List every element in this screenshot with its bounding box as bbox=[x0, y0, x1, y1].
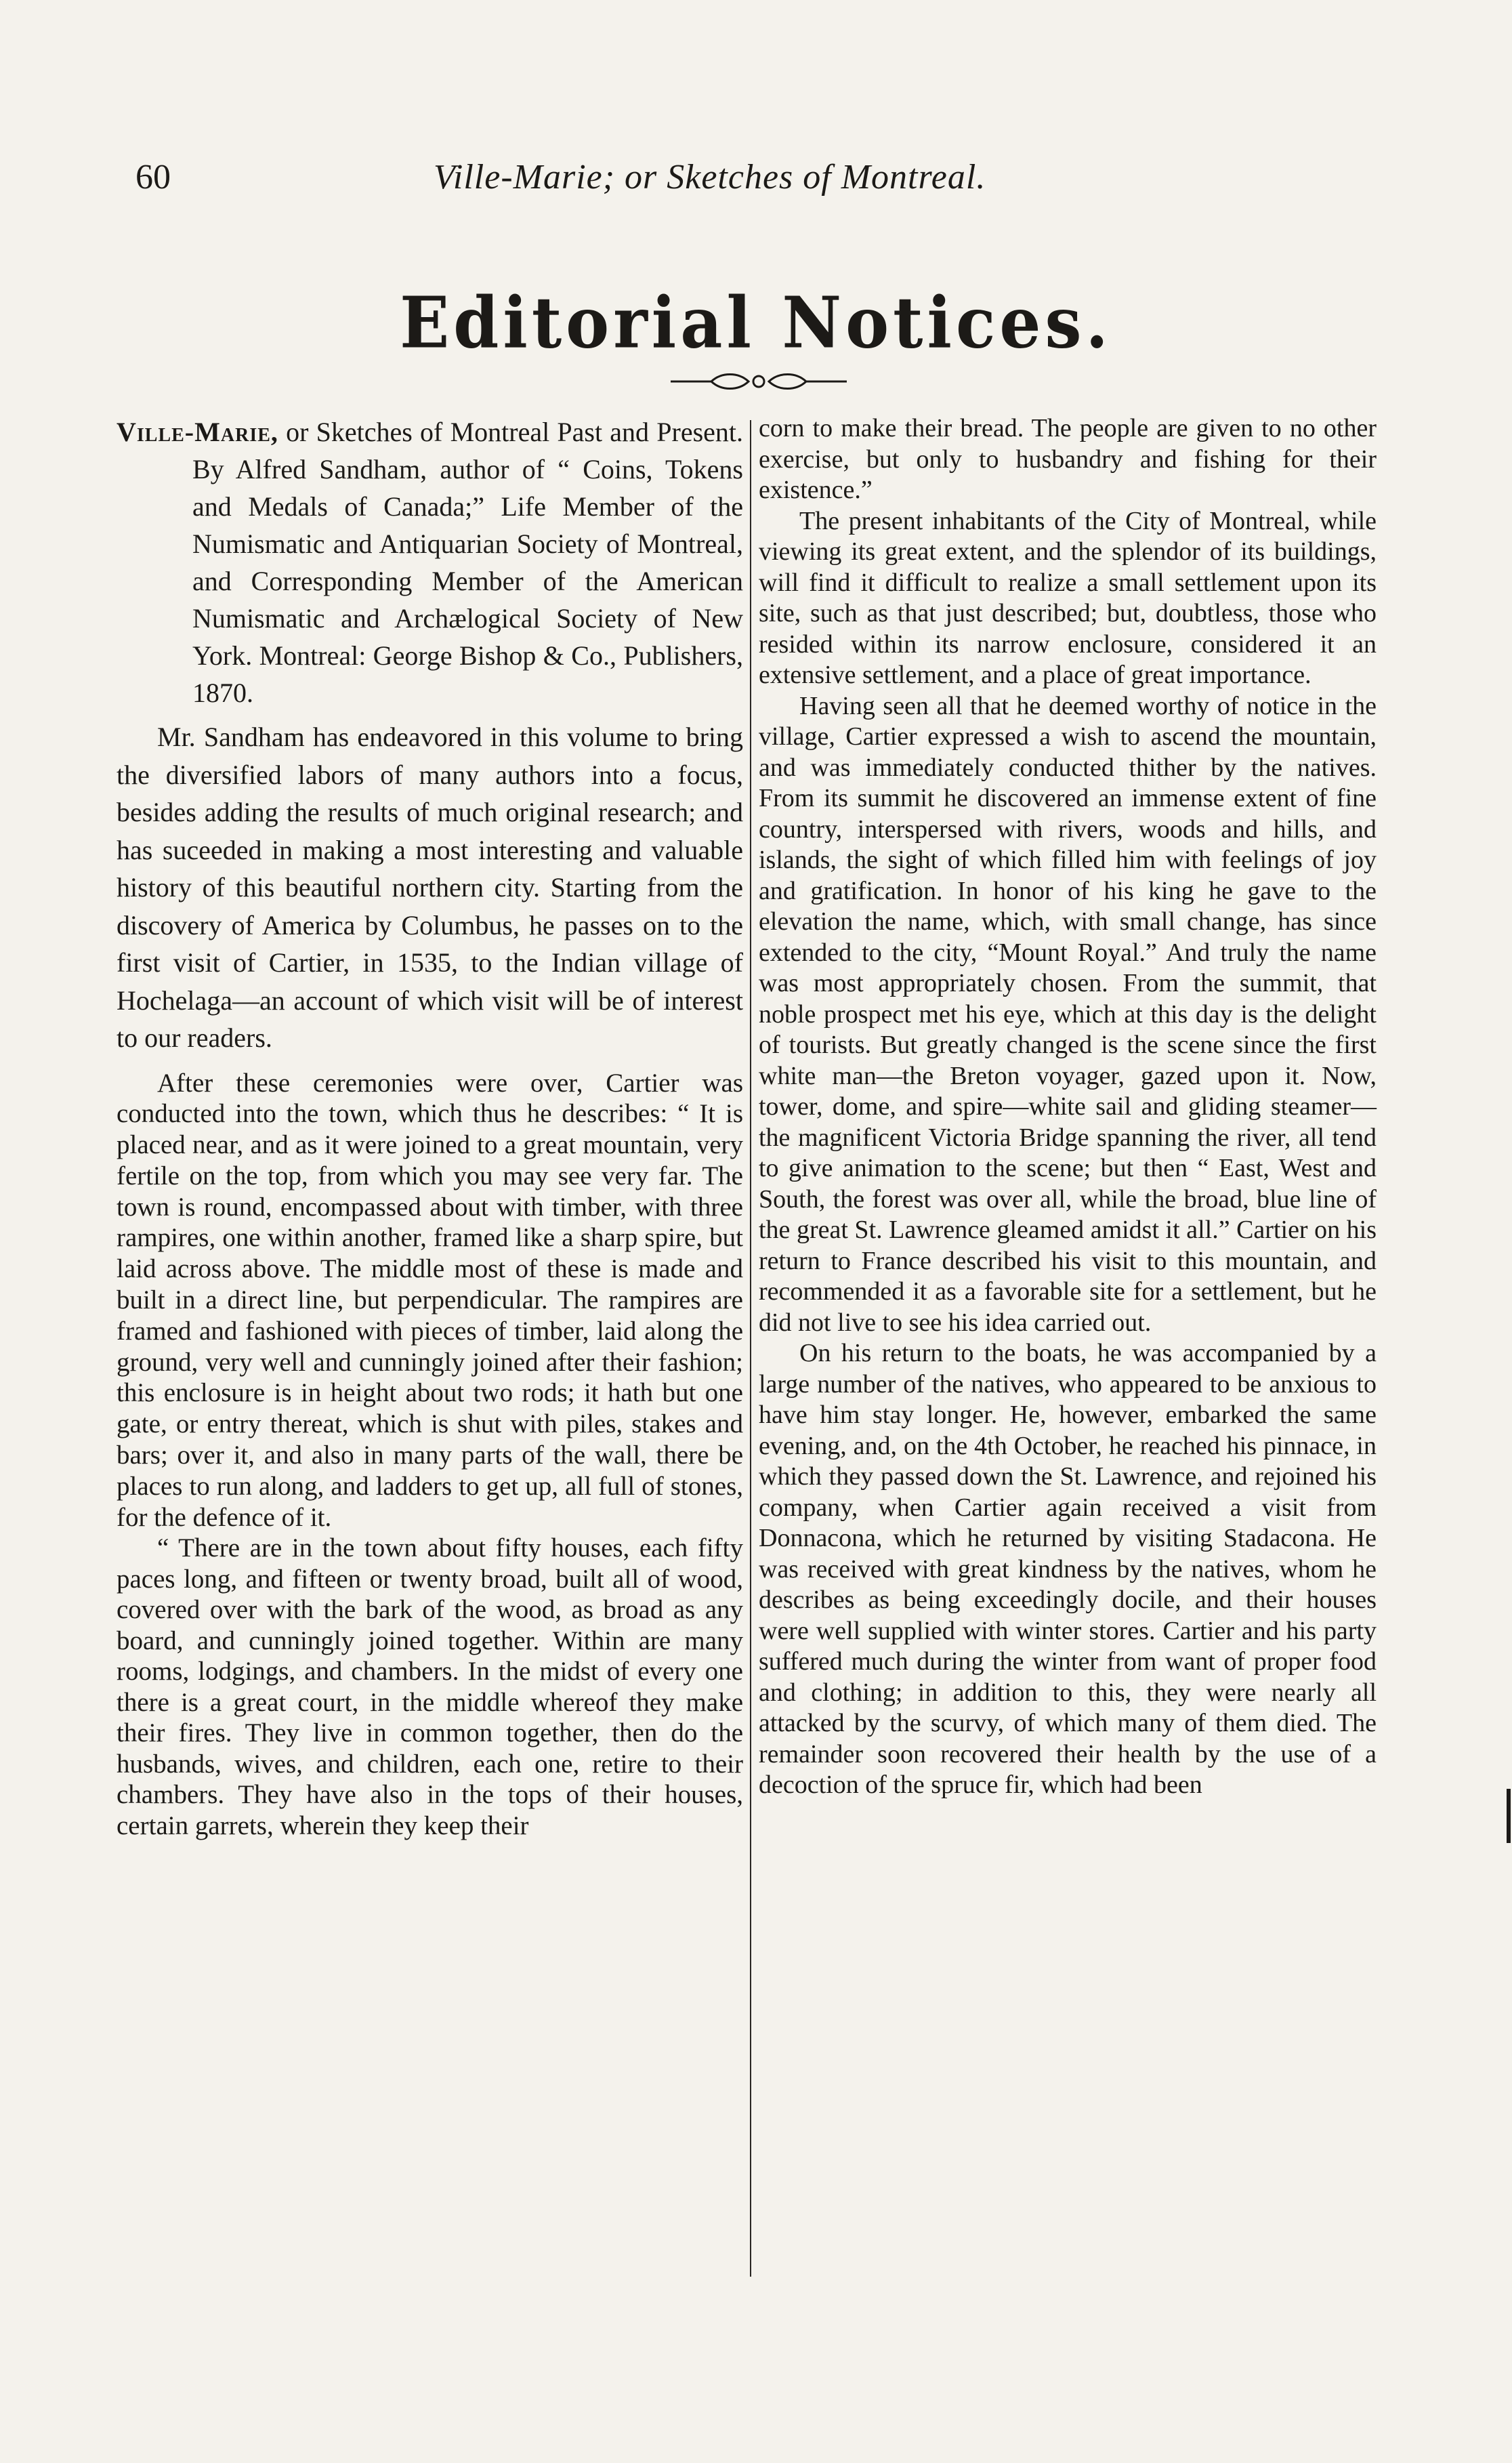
running-title: Ville-Marie; or Sketches of Montreal. bbox=[434, 158, 986, 196]
review-book-title: Ville-Marie, bbox=[117, 417, 278, 447]
paragraph: Having seen all that he deemed worthy of notice in the village, Cartier expressed a wish to ascend the mountain, and was immediately conducted thither by the natives. From its summit he discovered an immense extent of fine country, interspersed with rivers, woods and hills, and islands, the sight of which filled him with feelings of joy and gratification. In honor of his king he gave to the elevation the name, which, with small change, has since extended to the city, “Mount Royal.” And truly the name was most appropriately chosen. From the summit, that noble prospect met his eye, which at this day is the delight of tourists. But greatly changed is the scene since the first white man—the Breton voyager, gazed upon it. Now, tower, dome, and spire—white sail and gliding steamer—the magnificent Victoria Bridge spanning the river, all tend to give animation to the scene; but then “ East, West and South, the forest was over all, while the broad, blue line of the great St. Lawrence gleamed amidst it all.” Cartier on his return to France described his visit to this mountain, and recommended it as a favorable site for a settlement, but he did not live to see his idea carried out. bbox=[759, 691, 1377, 1337]
page-number: 60 bbox=[135, 158, 171, 196]
right-column bbox=[759, 413, 1377, 1801]
margin-mark bbox=[1507, 1789, 1511, 1843]
column-divider bbox=[750, 420, 751, 2277]
paragraph: “ There are in the town about fifty houses, each fifty paces long, and fifteen or twenty broad, built all of wood, covered over with the bark of the wood, as broad as any board, and cunningly joined together. Within are many rooms, lodgings, and chambers. In the midst of every one there is a great court, in the middle whereof they make their fires. They live in common together, then do the husbands, wives, and children, each one, retire to their chambers. They have also in the tops of their houses, certain garrets, wherein they keep their bbox=[117, 1533, 743, 1840]
paragraph: Mr. Sandham has endeavored in this volume to bring the diversified labors of many authors into a focus, besides adding the results of much original research; and has suceeded in making a most interesting and valuable history of this beautiful northern city. Starting from the discovery of America by Columbus, he passes on to the first visit of Cartier, in 1535, to the Indian village of Hochelaga—an account of which visit will be of interest to our readers. bbox=[117, 722, 743, 1053]
paragraph: After these ceremonies were over, Cartier was conducted into the town, which thus he describes: “ It is placed near, and as it were joined to a great mountain, very fertile on the top, from which you may see very far. The town is round, encompassed about with timber, with three rampires, one within another, framed like a sharp spire, but laid across above. The middle most of these is made and built in a direct line, but perpendicular. The rampires are framed and fashioned with pieces of timber, laid along the ground, very well and cunningly joined after their fashion; this enclosure is in height about two rods; it hath but one gate, or entry thereat, which is shut with piles, stakes and bars; over it, and also in many parts of the wall, there be places to run along, and ladders to get up, all full of stones, for the defence of it. bbox=[117, 1068, 743, 1532]
paragraph: On his return to the boats, he was accompanied by a large number of the natives, who appeared to be anxious to have him stay longer. He, however, embarked the same evening, and, on the 4th October, he reached his pinnace, in which they passed down the St. Lawrence, and rejoined his company, when Cartier again received a visit from Donnacona, which he returned by visiting Stadacona. He was received with great kindness by the natives, whom he describes as being exceedingly docile, and their houses were well supplied with winter stores. Cartier and his party suffered much during the winter from want of proper food and clothing; in addition to this, they were nearly all attacked by the scurvy, of which many of them died. The remainder soon recovered their health by the use of a decoction of the spruce fir, which had been bbox=[759, 1339, 1377, 1799]
running-head bbox=[135, 157, 1377, 205]
review-bibliography: or Sketches of Montreal Past and Present. By Alfred Sandham, author of “ Coins, Tokens and Medals of Canada;” Life Member of the Numismatic and Antiquarian Society of Montreal, and Corresponding Member of the American Numismatic and Archælogical Society of New York. Montreal: George Bishop & Co., Publishers, 1870. bbox=[192, 417, 744, 708]
paragraph: corn to make their bread. The people are given to no other exercise, but only to husbandry and fishing for their existence.” bbox=[759, 414, 1377, 504]
review-reference bbox=[117, 413, 743, 711]
section-heading: Editorial Notices. bbox=[400, 281, 1112, 365]
ornament-divider-icon bbox=[664, 369, 854, 394]
left-column bbox=[117, 413, 743, 1841]
paragraph: The present inhabitants of the City of Montreal, while viewing its great extent, and the splendor of its buildings, will find it difficult to realize a small settlement upon its site, such as that just described; but, doubtless, those who resided within its narrow enclosure, considered it an extensive settlement, and a place of great importance. bbox=[759, 506, 1377, 689]
